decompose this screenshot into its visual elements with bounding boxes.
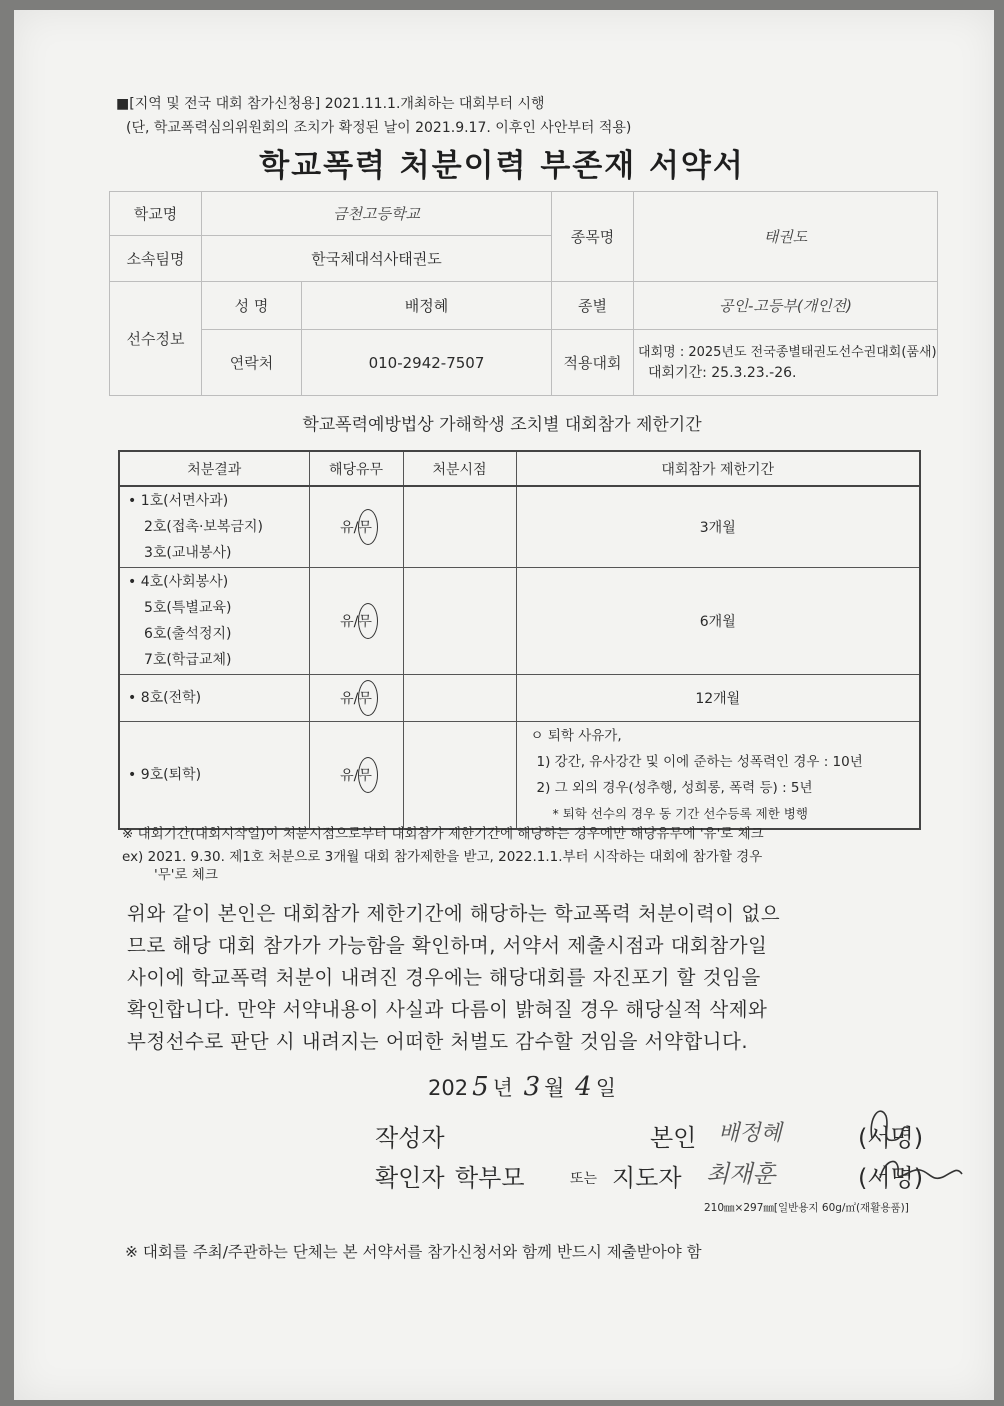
sport-value: 태권도	[634, 192, 938, 282]
pledge-line: 므로 해당 대회 참가가 가능함을 확인하며, 서약서 제출시점과 대회참가일	[127, 934, 768, 957]
list-item: 9호(퇴학)	[140, 767, 202, 783]
row-items: • 9호(퇴학)	[119, 722, 309, 830]
restriction-subtitle: 학교폭력예방법상 가해학생 조치별 대회참가 제한기간	[302, 415, 702, 435]
list-item: 5호(특별교육)	[144, 600, 232, 616]
row-yn	[309, 568, 403, 675]
confirmer-label: 확인자	[375, 1164, 445, 1192]
signature-scribble-icon	[850, 1098, 970, 1198]
paper-spec: 210㎜×297㎜[일반용지 60g/㎡(재활용품)]	[704, 1202, 909, 1214]
col-header-result: 처분결과	[119, 451, 309, 486]
row-date	[403, 722, 516, 830]
date-prefix: 202	[428, 1076, 469, 1100]
date-day-suffix: 일	[595, 1076, 616, 1100]
row-period: 3개월	[516, 486, 920, 568]
row-yn	[309, 675, 403, 722]
player-info-label: 선수정보	[110, 282, 202, 396]
note-line-3: '무'로 체크	[154, 867, 218, 883]
list-item: 2호(접촉·보복금지)	[144, 519, 263, 535]
date-month-hand: 3	[523, 1072, 541, 1102]
category-value: 공인-고등부(개인전)	[634, 282, 938, 330]
header-line-1: ■[지역 및 전국 대회 참가신청용] 2021.11.1.개최하는 대회부터 시행	[116, 96, 545, 112]
circle-mark-icon	[358, 603, 378, 639]
player-info-table	[109, 191, 938, 396]
row-yn	[309, 486, 403, 568]
col-header-date: 처분시점	[403, 451, 516, 486]
school-value: 금천고등학교	[202, 192, 552, 236]
document-title: 학교폭력 처분이력 부존재 서약서	[259, 148, 745, 184]
sign-label-2: (서명)	[858, 1164, 924, 1192]
date-year-hand: 5	[472, 1072, 489, 1102]
pledge-line: 위와 같이 본인은 대회참가 제한기간에 해당하는 학교폭력 처분이력이 없으	[127, 902, 781, 925]
self-label: 본인	[650, 1124, 697, 1152]
period-line: 1) 강간, 유사강간 및 이에 준하는 성폭력인 경우 : 10년	[536, 754, 863, 770]
list-item: 4호(사회봉사)	[140, 574, 229, 590]
meet-name: 대회명 : 2025년도 전국종별태권도선수권대회(품새)	[638, 344, 937, 360]
pledge-text	[127, 898, 927, 1058]
pledge-line: 확인합니다. 만약 서약내용이 사실과 다름이 밝혀질 경우 해당실적 삭제와	[127, 998, 768, 1021]
row-period-detail	[516, 722, 920, 830]
list-item: 1호(서면사과)	[140, 493, 229, 509]
coach-label: 지도자	[612, 1164, 682, 1192]
pledge-line: 부정선수로 판단 시 내려지는 어떠한 처벌도 감수할 것임을 서약합니다.	[127, 1030, 749, 1053]
period-line: 2) 그 외의 경우(성추행, 성희롱, 폭력 등) : 5년	[536, 780, 813, 796]
note-line-2: ex) 2021. 9.30. 제1호 처분으로 3개월 대회 참가제한을 받고, 2022.1.1.부터 시작하는 대회에 참가할 경우	[122, 849, 763, 865]
yn-text: 유/무	[340, 520, 372, 536]
restriction-table	[118, 450, 921, 830]
period-line: * 퇴학 선수의 경우 동 기간 선수등록 제한 병행	[552, 806, 808, 821]
sign-date	[428, 1072, 616, 1102]
table-row	[119, 568, 920, 675]
meet-label: 적용대회	[552, 330, 634, 396]
row-yn	[309, 722, 403, 830]
name-value: 배정혜	[302, 282, 552, 330]
note-line-1: ※ 대회기간(대회시작일)이 처분시점으로부터 대회참가 제한기간에 해당하는 경우에만 해당유무에 '유'로 체크	[122, 826, 764, 842]
row-date	[403, 486, 516, 568]
row-items: • 8호(전학)	[119, 675, 309, 722]
table-row	[119, 486, 920, 568]
author-label: 작성자	[375, 1124, 445, 1152]
col-header-applicable: 해당유무	[309, 451, 403, 486]
list-item: 7호(학급교체)	[144, 652, 232, 668]
sign-label: (서명)	[858, 1124, 924, 1152]
team-value: 한국체대석사태권도	[202, 236, 552, 282]
school-label: 학교명	[110, 192, 202, 236]
yn-text: 유/무	[340, 614, 372, 630]
period-line: ㅇ 퇴학 사유가,	[530, 728, 622, 744]
meet-period: 대회기간: 25.3.23.-26.	[648, 364, 797, 381]
meet-details	[634, 330, 938, 396]
row-date	[403, 675, 516, 722]
circle-mark-icon	[358, 509, 378, 545]
list-item: 6호(출석정지)	[144, 626, 232, 642]
table-row	[119, 722, 920, 830]
row-period: 6개월	[516, 568, 920, 675]
row-date	[403, 568, 516, 675]
list-item: 3호(교내봉사)	[144, 545, 232, 561]
header-line-2: (단, 학교폭력심의위원회의 조치가 확정된 날이 2021.9.17. 이후인 사안부터 적용)	[126, 120, 632, 136]
yn-text: 유/무	[340, 768, 372, 784]
pledge-line: 사이에 학교폭력 처분이 내려진 경우에는 해당대회를 자진포기 할 것임을	[127, 966, 761, 989]
category-label: 종별	[552, 282, 634, 330]
list-item: 8호(전학)	[140, 690, 202, 706]
team-label: 소속팀명	[110, 236, 202, 282]
row-items: • 1호(서면사과) 2호(접촉·보복금지) 3호(교내봉사)	[119, 486, 309, 568]
contact-value: 010-2942-7507	[302, 330, 552, 396]
footer-note: ※ 대회를 주최/주관하는 단체는 본 서약서를 참가신청서와 함께 반드시 제출받아야 함	[125, 1243, 702, 1261]
or-label: 또는	[570, 1171, 598, 1187]
sport-label: 종목명	[552, 192, 634, 282]
circle-mark-icon	[358, 757, 378, 793]
table-row	[119, 675, 920, 722]
date-month-suffix: 월	[544, 1076, 565, 1100]
contact-label: 연락처	[202, 330, 302, 396]
row-period: 12개월	[516, 675, 920, 722]
parent-label: 학부모	[455, 1164, 525, 1192]
date-year-suffix: 년	[492, 1076, 513, 1100]
date-day-hand: 4	[575, 1072, 592, 1102]
col-header-period: 대회참가 제한기간	[516, 451, 920, 486]
name-label: 성 명	[202, 282, 302, 330]
yn-text: 유/무	[340, 691, 372, 707]
self-name: 배정혜	[718, 1121, 782, 1146]
coach-name: 최재훈	[706, 1160, 776, 1188]
row-items: • 4호(사회봉사) 5호(특별교육) 6호(출석정지) 7호(학급교체)	[119, 568, 309, 675]
circle-mark-icon	[358, 680, 378, 716]
